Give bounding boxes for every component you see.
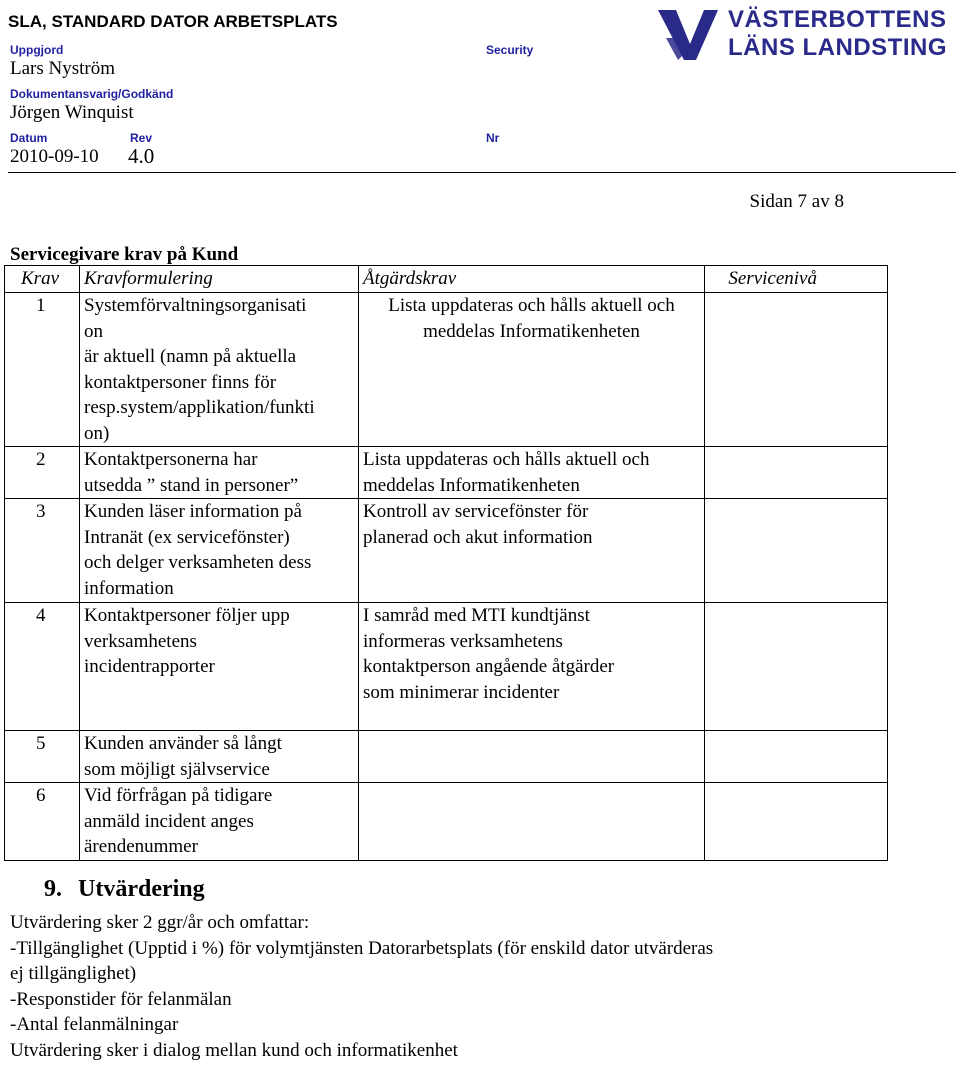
kravformulering-line: är aktuell (namn på aktuella	[84, 346, 297, 367]
nr-label: Nr	[486, 131, 500, 145]
kravformulering-cell	[80, 499, 359, 603]
table-row	[5, 499, 888, 603]
kravformulering-cell	[80, 447, 359, 499]
atgardskrav-line: som minimerar incidenter	[363, 681, 560, 703]
rev-label: Rev	[130, 131, 153, 145]
atgardskrav-line: Lista uppdateras och hålls aktuell och	[388, 295, 675, 316]
kravformulering-cell	[80, 603, 359, 731]
atgardskrav-line: meddelas Informatikenheten	[363, 474, 580, 496]
table-row	[5, 293, 888, 447]
vll-logo-mark-icon	[656, 8, 720, 62]
uppgjord-label: Uppgjord	[10, 43, 64, 57]
atgardskrav-line: planerad och akut information	[363, 526, 593, 548]
atgardskrav-cell	[359, 731, 705, 783]
rev-value: 4.0	[128, 144, 155, 168]
serviceniva-cell	[705, 499, 888, 603]
table-row	[5, 731, 888, 783]
kravformulering-line: Intranät (ex servicefönster)	[84, 526, 290, 548]
organization-logo	[654, 6, 947, 64]
kravformulering-line: on)	[84, 422, 110, 444]
section-9-line: -Tillgänglighet (Upptid i %) för volymtjänsten Datorarbetsplats (för enskild dator utvärderas	[10, 938, 714, 959]
page-number: Sidan 7 av 8	[749, 191, 844, 212]
serviceniva-cell	[705, 447, 888, 499]
datum-label: Datum	[10, 131, 48, 145]
serviceniva-cell	[705, 603, 888, 731]
kravformulering-line: Kunden läser information på	[84, 501, 302, 522]
security-label: Security	[486, 43, 534, 57]
krav-number-cell: 5	[5, 731, 80, 783]
kravformulering-line: Vid förfrågan på tidigare	[84, 785, 273, 806]
table-row	[5, 447, 888, 499]
kravformulering-line: Kontaktpersoner följer upp	[84, 605, 290, 626]
krav-number-cell: 1	[5, 293, 80, 447]
section-9-line: -Responstider för felanmälan	[10, 989, 232, 1010]
atgardskrav-line: kontaktperson angående åtgärder	[363, 656, 615, 677]
section-9-line: -Antal felanmälningar	[10, 1014, 179, 1035]
atgardskrav-line: informeras verksamhetens	[363, 630, 563, 652]
serviceniva-cell	[705, 783, 888, 861]
atgardskrav-line: Kontroll av servicefönster för	[363, 501, 589, 522]
table-row	[5, 603, 888, 731]
krav-number-cell: 3	[5, 499, 80, 603]
section-9-line: Utvärdering sker 2 ggr/år och omfattar:	[10, 912, 310, 933]
kravformulering-line: verksamhetens	[84, 630, 197, 652]
dokumentansvarig-value: Jörgen Winquist	[10, 102, 134, 123]
serviceniva-cell	[705, 293, 888, 447]
atgardskrav-line: I samråd med MTI kundtjänst	[363, 605, 590, 626]
kravformulering-cell	[80, 293, 359, 447]
kravformulering-line: resp.system/applikation/funkti	[84, 397, 315, 418]
dokumentansvarig-label: Dokumentansvarig/Godkänd	[10, 87, 174, 101]
header-serviceniva: Servicenivå	[705, 266, 888, 293]
atgardskrav-line: Lista uppdateras och hålls aktuell och	[363, 449, 650, 470]
section-9-line: Utvärdering sker i dialog mellan kund och informatikenhet	[10, 1040, 458, 1061]
header-kravformulering: Kravformulering	[80, 266, 359, 293]
atgardskrav-cell	[359, 603, 705, 731]
uppgjord-value: Lars Nyström	[10, 58, 116, 79]
table-header-row	[5, 266, 888, 293]
kravformulering-line: Systemförvaltningsorganisati	[84, 295, 307, 316]
atgardskrav-cell	[359, 447, 705, 499]
requirements-table	[4, 265, 888, 861]
atgardskrav-cell	[359, 783, 705, 861]
logo-line-1: VÄSTERBOTTENS	[728, 6, 947, 33]
table-row	[5, 783, 888, 861]
section-9-number: 9.	[44, 876, 62, 902]
header-atgardskrav: Åtgärdskrav	[359, 266, 705, 293]
section-9-title: Utvärdering	[78, 876, 205, 902]
kravformulering-line: som möjligt självservice	[84, 758, 270, 780]
kravformulering-line: anmäld incident anges	[84, 810, 254, 832]
datum-value: 2010-09-10	[10, 146, 99, 167]
kravformulering-line: Kunden använder så långt	[84, 733, 282, 754]
kravformulering-cell	[80, 783, 359, 861]
krav-number-cell: 4	[5, 603, 80, 731]
kravformulering-line: Kontaktpersonerna har	[84, 449, 258, 470]
atgardskrav-line: meddelas Informatikenheten	[423, 320, 640, 342]
kravformulering-line: ärendenummer	[84, 836, 198, 857]
kravformulering-line: kontaktpersoner finns för	[84, 371, 277, 393]
krav-number-cell: 2	[5, 447, 80, 499]
header-divider	[8, 172, 956, 173]
logo-line-2: LÄNS LANDSTING	[728, 34, 947, 61]
header-krav: Krav	[5, 266, 80, 293]
section-9-heading	[44, 876, 205, 903]
kravformulering-line: och delger verksamheten dess	[84, 552, 312, 573]
kravformulering-line: on	[84, 320, 103, 342]
serviceniva-cell	[705, 731, 888, 783]
document-title: SLA, STANDARD DATOR ARBETSPLATS	[8, 12, 338, 31]
kravformulering-line: information	[84, 577, 174, 599]
atgardskrav-cell	[359, 499, 705, 603]
kravformulering-line: incidentrapporter	[84, 656, 215, 677]
kravformulering-line: utsedda ” stand in personer”	[84, 474, 299, 496]
kravformulering-cell	[80, 731, 359, 783]
section-heading: Servicegivare krav på Kund	[10, 244, 239, 265]
krav-number-cell: 6	[5, 783, 80, 861]
atgardskrav-cell	[359, 293, 705, 447]
section-9-line: ej tillgänglighet)	[10, 963, 137, 984]
